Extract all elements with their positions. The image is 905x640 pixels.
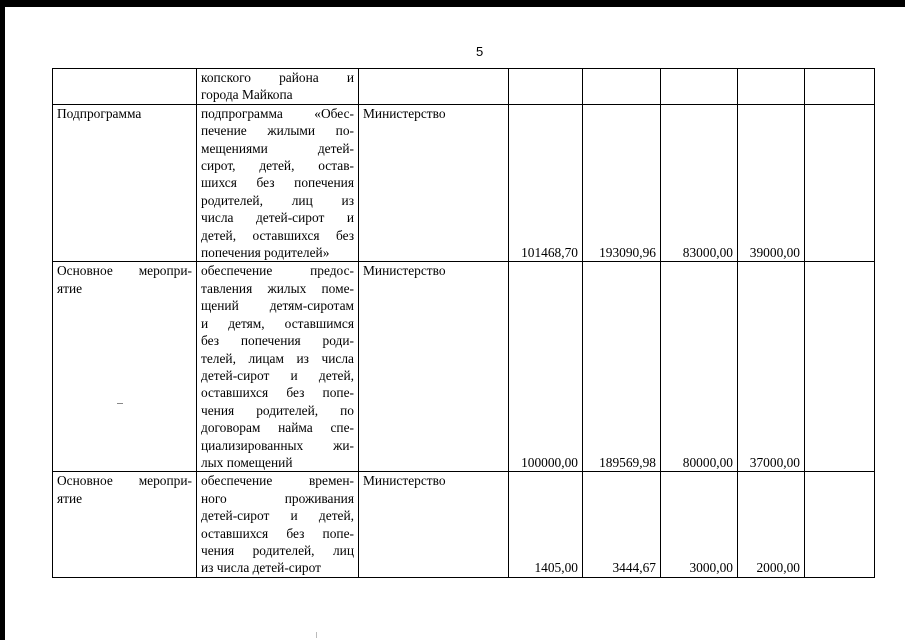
table-row xyxy=(53,69,875,105)
row-description-line: печение жилыми по- xyxy=(201,123,354,139)
row-description-line: циализированных жи- xyxy=(201,437,354,453)
row-description-line: и детям, оставшимся xyxy=(201,315,354,331)
row-description-line: родителей, лиц из xyxy=(201,192,354,208)
scan-speck xyxy=(316,632,317,638)
row-type-cell xyxy=(53,104,197,262)
row-value-cell: 80000,00 xyxy=(661,262,738,472)
row-description-line: детей-сирот и детей, xyxy=(201,367,354,383)
row-description-line: копского района и xyxy=(201,70,354,85)
row-description-line: ного проживания xyxy=(201,490,354,506)
row-executor-cell xyxy=(359,69,509,105)
row-value-cell: 1405,00 xyxy=(509,472,583,577)
table-row xyxy=(53,262,875,472)
row-value-cell: 193090,96 xyxy=(583,104,661,262)
row-description-line: чения родителей, лиц xyxy=(201,542,354,558)
row-description-line: города Майкопа xyxy=(201,87,293,103)
budget-table xyxy=(52,68,875,578)
row-type-cell xyxy=(53,472,197,577)
row-description-line: мещениями детей- xyxy=(201,140,354,156)
row-value-cell: 101468,70 xyxy=(509,104,583,262)
row-value-cell: 2000,00 xyxy=(738,472,805,577)
row-description-line: договорам найма спе- xyxy=(201,420,354,436)
row-executor-cell: Министерство xyxy=(359,262,509,472)
row-value-cell xyxy=(509,69,583,105)
row-description-line: щений детям-сиротам xyxy=(201,298,354,314)
row-value-cell xyxy=(661,69,738,105)
row-type-line: Основное меропри- xyxy=(57,263,192,279)
row-description-line: без попечения роди- xyxy=(201,333,354,349)
row-description-line: оставшихся без попе- xyxy=(201,525,354,541)
row-extra-cell xyxy=(805,262,875,472)
row-description-line: тавления жилых поме- xyxy=(201,280,354,296)
row-type-cell xyxy=(53,69,197,105)
row-type-cell xyxy=(53,262,197,472)
row-description-line: обеспечение предос- xyxy=(201,263,354,279)
row-value-cell: 3000,00 xyxy=(661,472,738,577)
row-description-line: телей, лицам из числа xyxy=(201,350,354,366)
table-row xyxy=(53,472,875,577)
row-value-cell: 3444,67 xyxy=(583,472,661,577)
row-value-cell: 189569,98 xyxy=(583,262,661,472)
page-number: 5 xyxy=(476,44,484,59)
row-extra-cell xyxy=(805,472,875,577)
row-description-cell xyxy=(197,104,359,262)
row-description-cell xyxy=(197,472,359,577)
scan-speck xyxy=(117,403,123,404)
row-extra-cell xyxy=(805,69,875,105)
row-value-cell: 37000,00 xyxy=(738,262,805,472)
table-body xyxy=(53,69,875,578)
row-type-line: Подпрограмма xyxy=(57,105,142,121)
row-value-cell: 100000,00 xyxy=(509,262,583,472)
row-description-cell xyxy=(197,69,359,105)
row-description-line: чения родителей, по xyxy=(201,402,354,418)
row-executor-cell: Министерство xyxy=(359,104,509,262)
row-description-line: лых помещений xyxy=(201,454,293,470)
row-type-line: ятие xyxy=(57,280,83,296)
row-value-cell: 83000,00 xyxy=(661,104,738,262)
scan-border-left xyxy=(0,0,5,640)
row-description-line: детей-сирот и детей, xyxy=(201,508,354,524)
row-description-line: оставшихся без попе- xyxy=(201,385,354,401)
row-description-cell xyxy=(197,262,359,472)
row-extra-cell xyxy=(805,104,875,262)
row-description-line: числа детей-сирот и xyxy=(201,210,354,226)
row-executor-cell: Министерство xyxy=(359,472,509,577)
row-value-cell xyxy=(583,69,661,105)
row-type-line: ятие xyxy=(57,490,83,506)
row-description-line: сирот, детей, остав- xyxy=(201,158,354,174)
row-type-line: Основное меропри- xyxy=(57,473,192,489)
row-description-line: детей, оставшихся без xyxy=(201,227,354,243)
row-description-line: попечения родителей» xyxy=(201,245,330,261)
row-description-line: из числа детей-сирот xyxy=(201,560,321,576)
row-value-cell xyxy=(738,69,805,105)
scan-border-top xyxy=(0,0,905,7)
row-description-line: шихся без попечения xyxy=(201,175,354,191)
row-description-line: обеспечение времен- xyxy=(201,473,354,489)
row-description-line: подпрограмма «Обес- xyxy=(201,105,354,121)
row-value-cell: 39000,00 xyxy=(738,104,805,262)
table-row xyxy=(53,104,875,262)
